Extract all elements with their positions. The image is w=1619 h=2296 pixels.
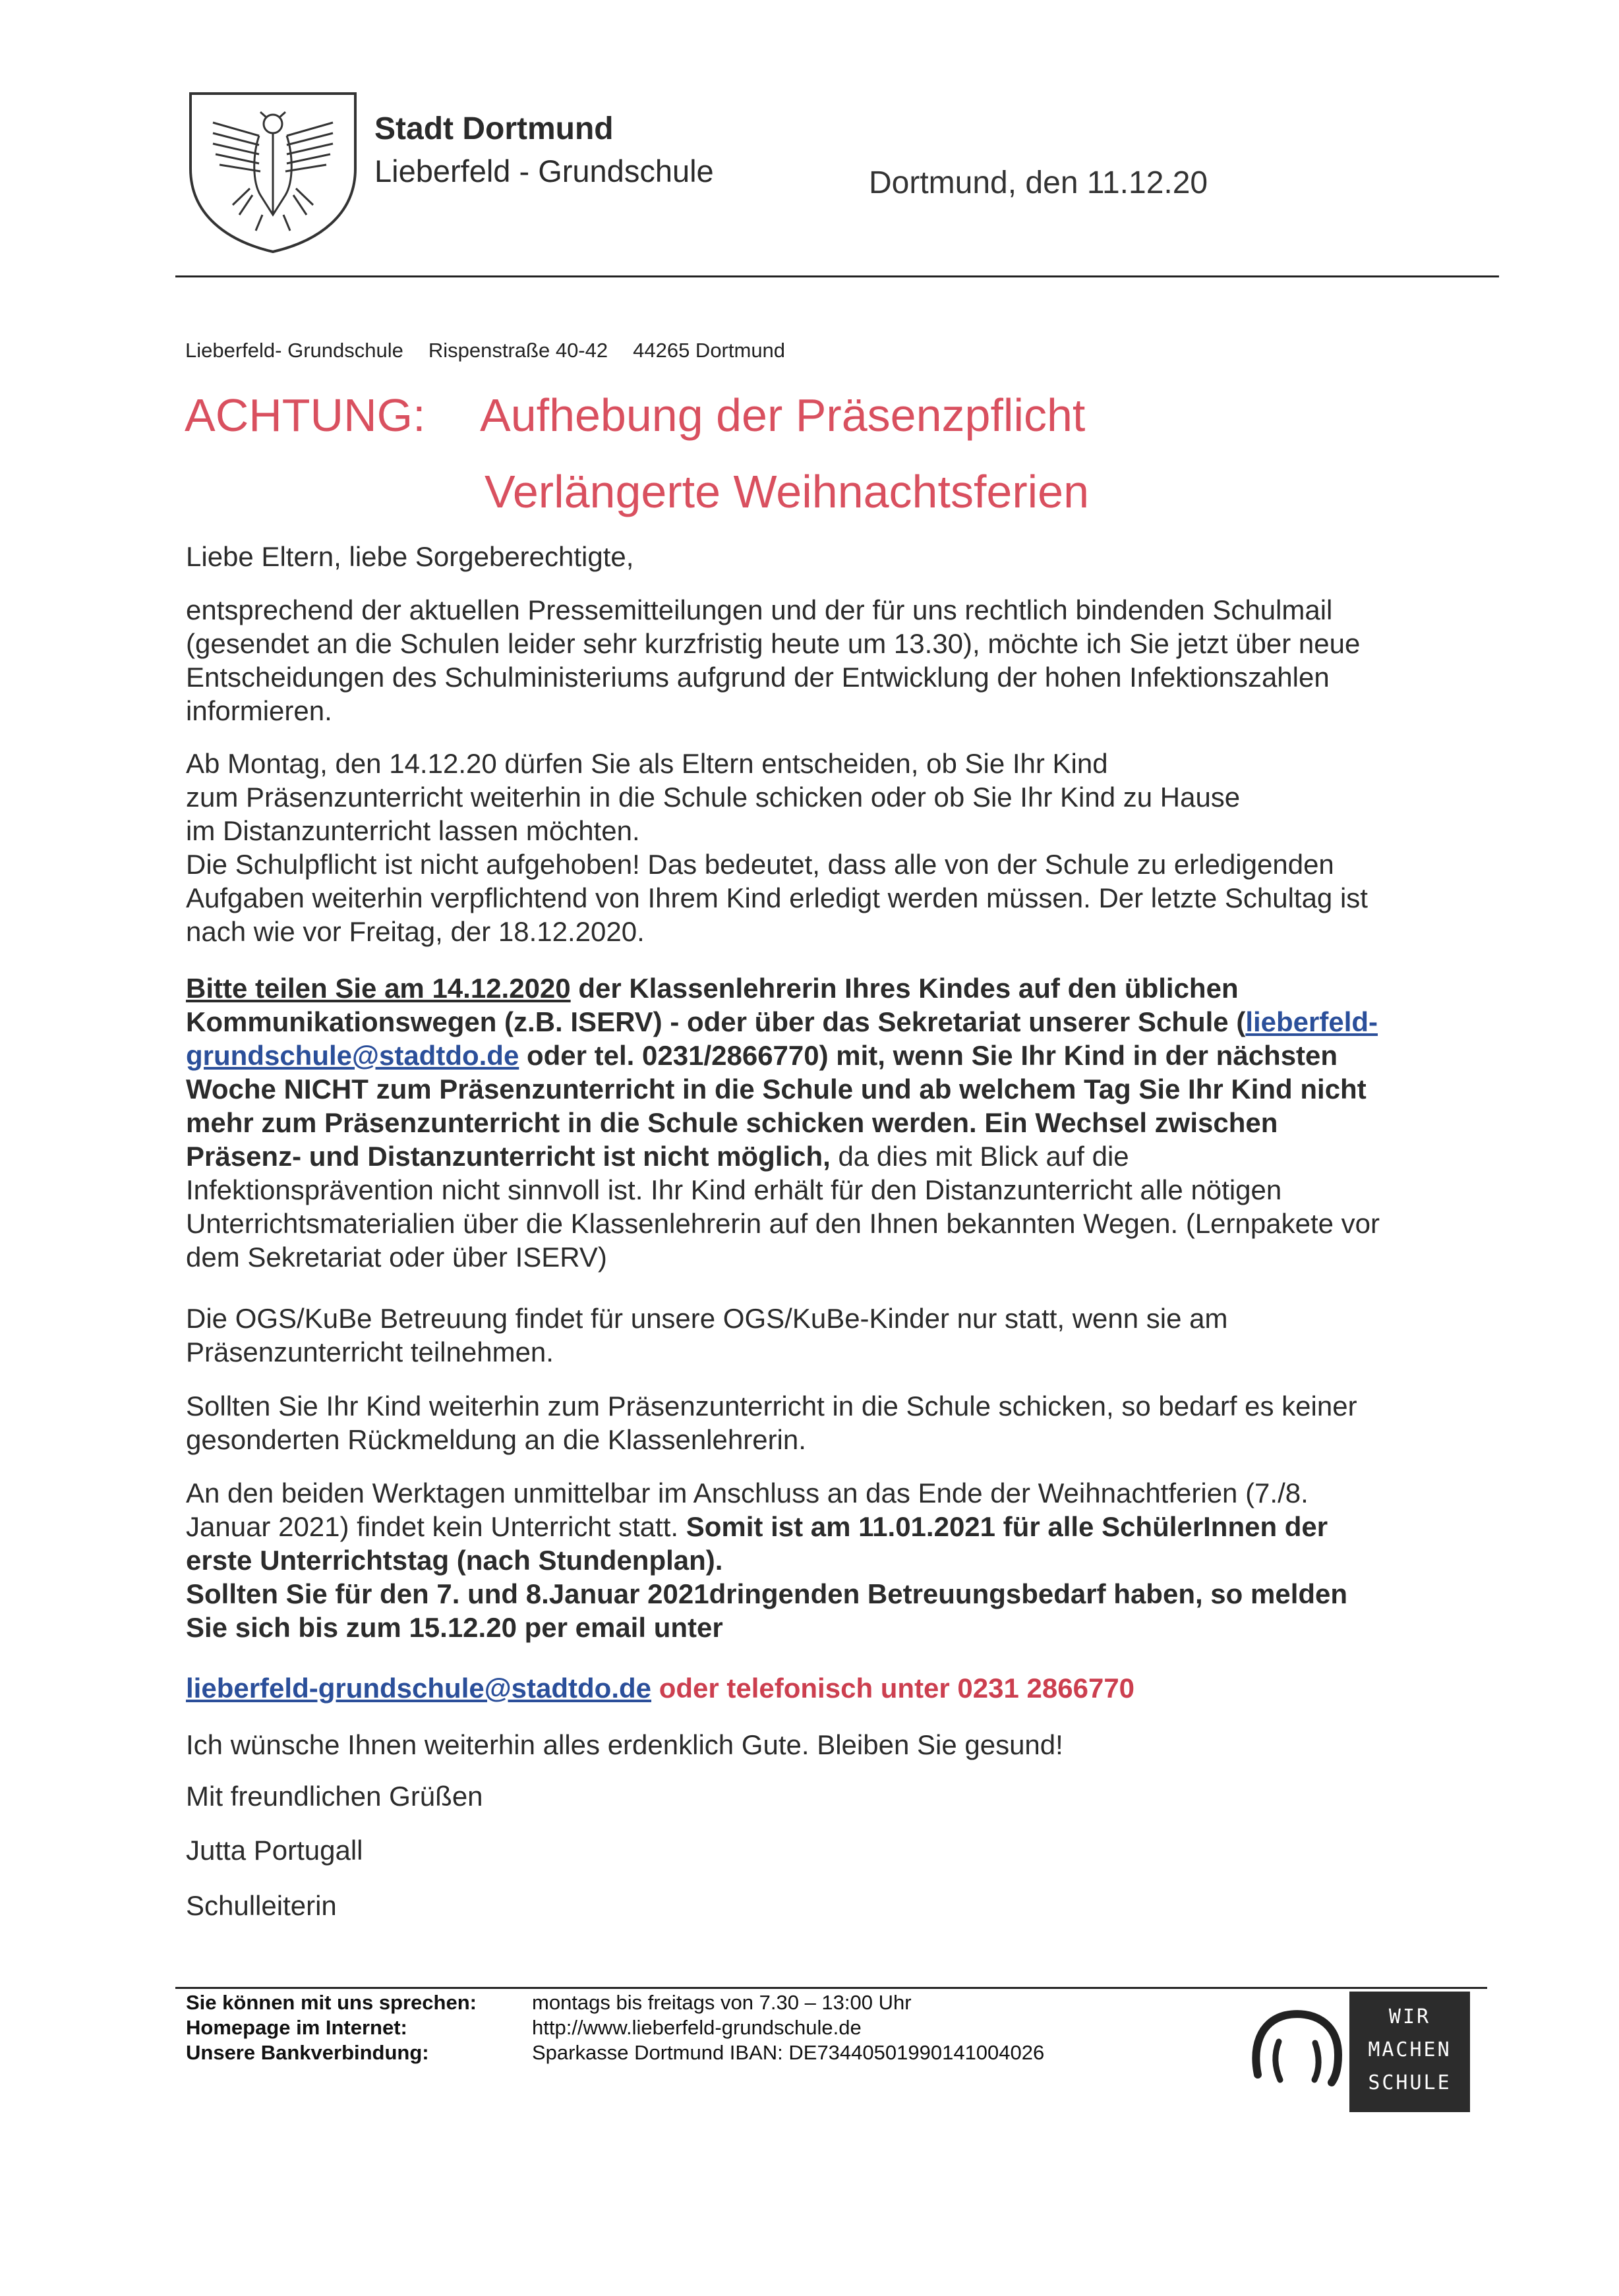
salutation: Liebe Eltern, liebe Sorgeberechtigte,: [186, 541, 634, 572]
sender-city: 44265 Dortmund: [633, 339, 786, 362]
text-span: Somit ist am 11.01.2021 für alle SchülerInnen der: [686, 1511, 1328, 1542]
text-line: zum Präsenzunterricht weiterhin in die Schule schicken oder ob Sie Ihr Kind zu Hause: [186, 782, 1241, 813]
text-line: (gesendet an die Schulen leider sehr kurzfristig heute um 13.30), möchte ich Sie jetzt über neue: [186, 628, 1361, 659]
text-line: Sollten Sie Ihr Kind weiterhin zum Präsenzunterricht in die Schule schicken, so bedarf es keiner: [186, 1391, 1357, 1421]
text-line: [186, 1005, 1380, 1039]
text-span: der Klassenlehrerin Ihres Kindes auf den üblichen: [570, 973, 1239, 1004]
paragraph-january: [186, 1476, 1347, 1644]
sender-street: Rispenstraße 40-42: [428, 339, 608, 362]
sender-address: [185, 339, 810, 362]
footer-value-homepage[interactable]: http://www.lieberfeld-grundschule.de: [532, 2016, 862, 2039]
text-span: Präsenz- und Distanzunterricht ist nicht möglich,: [186, 1141, 831, 1172]
text-line: Die Schulpflicht ist nicht aufgehoben! Das bedeutet, dass alle von der Schule zu erledigenden: [186, 849, 1334, 880]
closing-wish: Ich wünsche Ihnen weiterhin alles erdenklich Gute. Bleiben Sie gesund!: [186, 1729, 1063, 1760]
text-line: nach wie vor Freitag, der 18.12.2020.: [186, 916, 645, 947]
text-span: Januar 2021) findet kein Unterricht statt.: [186, 1511, 686, 1542]
text-line: Präsenzunterricht teilnehmen.: [186, 1336, 554, 1367]
text-line: informieren.: [186, 695, 332, 726]
text-line: im Distanzunterricht lassen möchten.: [186, 815, 640, 846]
underlined-date-text: Bitte teilen Sie am 14.12.2020: [186, 973, 571, 1004]
footer-label-bank: Unsere Bankverbindung:: [186, 2041, 429, 2064]
text-line: Die OGS/KuBe Betreuung findet für unsere OGS/KuBe-Kinder nur statt, wenn sie am: [186, 1303, 1228, 1334]
paragraph-intro: [186, 593, 1360, 728]
headline-prefix: ACHTUNG:: [185, 389, 426, 441]
text-line: gesonderten Rückmeldung an die Klassenlehrerin.: [186, 1424, 806, 1455]
wir-machen-schule-logo: [1349, 1992, 1470, 2112]
footer-value-hours: montags bis freitags von 7.30 – 13:00 Uhr: [532, 1991, 912, 2014]
text-line: [186, 1139, 1380, 1173]
text-line: Entscheidungen des Schulministeriums aufgrund der Entwicklung der hohen Infektionszahlen: [186, 662, 1330, 693]
text-line: An den beiden Werktagen unmittelbar im Anschluss an das Ende der Weihnachtferien (7./8.: [186, 1478, 1309, 1508]
paragraph-ogs: [186, 1302, 1227, 1369]
sender-school: Lieberfeld- Grundschule: [185, 339, 403, 362]
contact-line: [186, 1671, 1134, 1705]
text-span: Kommunikationswegen (z.B. ISERV) - oder über das Sekretariat unserer Schule (: [186, 1006, 1246, 1037]
headline-line1: Aufhebung der Präsenzpflicht: [480, 389, 1086, 441]
text-line: Aufgaben weiterhin verpflichtend von Ihrem Kind erledigt werden müssen. Der letzte Schultag ist: [186, 882, 1368, 913]
text-line: [186, 1039, 1380, 1072]
signer-role: Schulleiterin: [186, 1890, 337, 1921]
city-crest-logo: [187, 90, 359, 254]
text-line: Sollten Sie für den 7. und 8.Januar 2021dringenden Betreuungsbedarf haben, so melden: [186, 1578, 1348, 1609]
email-link-part2[interactable]: grundschule@stadtdo.de: [186, 1040, 519, 1071]
contact-phone-text: oder telefonisch unter 0231 2866770: [651, 1673, 1135, 1704]
footer-label-homepage: Homepage im Internet:: [186, 2016, 407, 2039]
footer-info: [186, 1990, 477, 2065]
footer-values: [532, 1990, 1044, 2065]
text-line: [186, 1510, 1347, 1543]
signer-name: Jutta Portugall: [186, 1835, 363, 1866]
brand-name: Stadt Dortmund: [374, 111, 614, 146]
paragraph-attendance: [186, 1389, 1357, 1456]
contact-email-link[interactable]: lieberfeld-grundschule@stadtdo.de: [186, 1673, 652, 1704]
text-line: Unterrichtsmaterialien über die Klassenlehrerin auf den Ihnen bekannten Wegen. (Lernpakete vor: [186, 1208, 1380, 1239]
text-span: da dies mit Blick auf die: [830, 1141, 1129, 1172]
letter-date: Dortmund, den 11.12.20: [869, 165, 1208, 200]
paragraph-notice: [186, 971, 1380, 1274]
text-line: Ab Montag, den 14.12.20 dürfen Sie als Eltern entscheiden, ob Sie Ihr Kind: [186, 748, 1108, 779]
text-line: Infektionsprävention nicht sinnvoll ist. Ihr Kind erhält für den Distanzunterricht alle nötigen: [186, 1174, 1282, 1205]
closing-greeting: Mit freundlichen Grüßen: [186, 1781, 483, 1812]
header-divider: [175, 275, 1499, 277]
text-line: entsprechend der aktuellen Pressemitteilungen und der für uns rechtlich bindenden Schulmail: [186, 594, 1333, 625]
paragraph-decision: [186, 747, 1368, 948]
text-line: [186, 971, 1380, 1005]
text-line: Woche NICHT zum Präsenzunterricht in die Schule und ab welchem Tag Sie Ihr Kind nicht: [186, 1074, 1367, 1105]
text-span: oder tel. 0231/2866770) mit, wenn Sie Ihr Kind in der nächsten: [519, 1040, 1338, 1071]
wir-machen-schule-figure-icon: [1239, 1995, 1358, 2094]
logo-line: SCHULE: [1368, 2071, 1452, 2094]
logo-line: MACHEN: [1368, 2038, 1452, 2061]
footer-value-bank: Sparkasse Dortmund IBAN: DE73440501990141004026: [532, 2041, 1045, 2064]
text-line: Sie sich bis zum 15.12.20 per email unter: [186, 1612, 723, 1643]
headline-line2: Verlängerte Weihnachtsferien: [485, 466, 1090, 517]
brand-subtitle: Lieberfeld - Grundschule: [374, 154, 714, 188]
logo-line: WIR: [1388, 2005, 1431, 2028]
footer-divider: [175, 1987, 1487, 1989]
email-link-part1[interactable]: lieberfeld-: [1245, 1006, 1378, 1037]
text-line: mehr zum Präsenzunterricht in die Schule schicken werden. Ein Wechsel zwischen: [186, 1107, 1278, 1138]
text-line: dem Sekretariat oder über ISERV): [186, 1242, 607, 1273]
footer-label-phone: Sie können mit uns sprechen:: [186, 1991, 477, 2014]
text-line: erste Unterrichtstag (nach Stundenplan).: [186, 1545, 723, 1576]
